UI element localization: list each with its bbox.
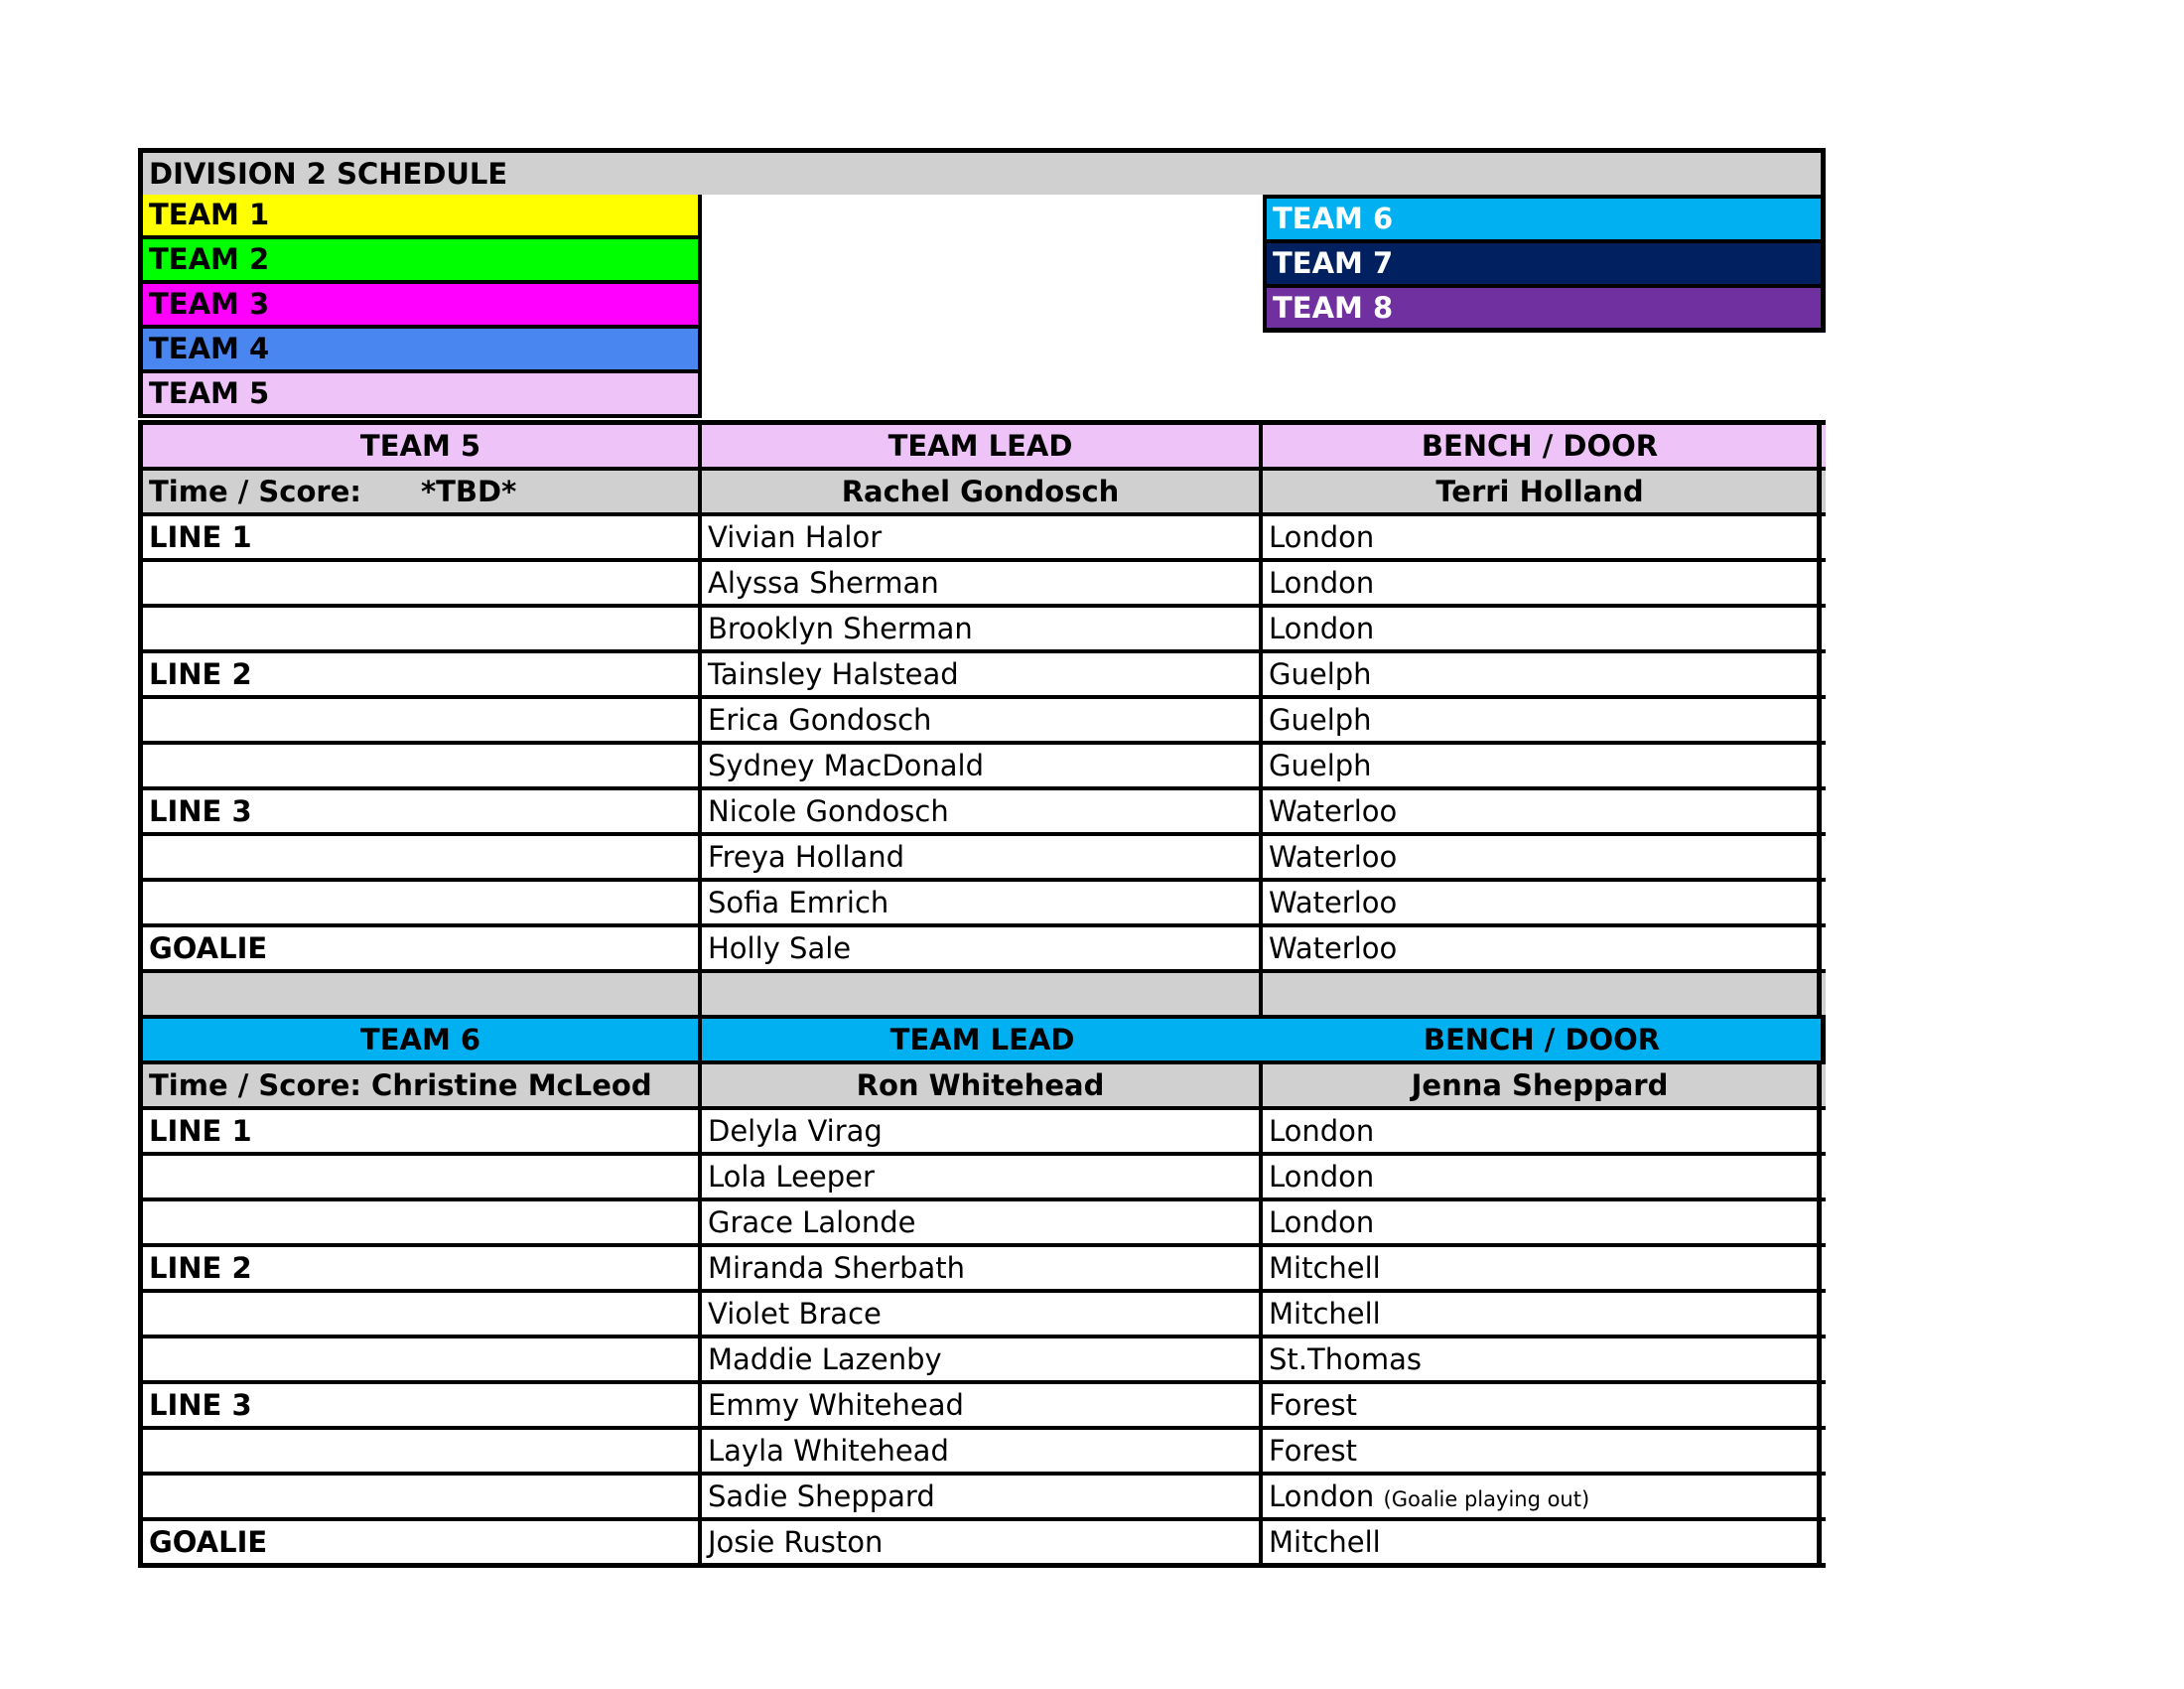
table-row xyxy=(138,1201,1826,1247)
table-row xyxy=(138,1338,1826,1384)
team6-time-score: Time / Score: Christine McLeod xyxy=(138,1064,702,1106)
line-label xyxy=(138,745,702,786)
table-row xyxy=(138,836,1826,882)
line-label: GOALIE xyxy=(138,1521,702,1563)
player-location: London xyxy=(1269,1479,1375,1513)
team6-bench-header: BENCH / DOOR xyxy=(1263,1019,1826,1060)
player-location-cell xyxy=(1263,1201,1822,1243)
title-row xyxy=(138,148,1826,195)
table-row xyxy=(138,653,1826,699)
table-row xyxy=(138,1430,1826,1476)
player-location-cell xyxy=(1263,1430,1822,1472)
player-name: Sadie Sheppard xyxy=(702,1476,1263,1517)
line-label xyxy=(138,1293,702,1335)
table-row xyxy=(138,516,1826,562)
schedule-title: DIVISION 2 SCHEDULE xyxy=(149,157,508,191)
player-name: Sydney MacDonald xyxy=(702,745,1263,786)
player-location-cell xyxy=(1263,1338,1822,1380)
spacer-row xyxy=(138,973,1826,1019)
player-location-cell xyxy=(1263,1247,1822,1289)
player-location: London xyxy=(1269,1114,1375,1148)
line-label xyxy=(138,882,702,923)
player-name: Erica Gondosch xyxy=(702,699,1263,741)
table-row xyxy=(138,1293,1826,1338)
player-name: Alyssa Sherman xyxy=(702,562,1263,604)
team6-name: TEAM 6 xyxy=(138,1019,702,1060)
player-location: Guelph xyxy=(1269,749,1372,782)
legend-team-7: TEAM 7 xyxy=(1263,243,1826,288)
table-row xyxy=(138,1521,1826,1568)
player-location-cell xyxy=(1263,836,1822,878)
legend-team-1: TEAM 1 xyxy=(138,195,702,239)
line-label: LINE 2 xyxy=(138,1247,702,1289)
table-row xyxy=(138,882,1826,927)
team5-bench-name: Terri Holland xyxy=(1263,471,1822,512)
team5-roster xyxy=(138,516,1826,973)
player-location: Waterloo xyxy=(1269,931,1398,965)
player-name: Tainsley Halstead xyxy=(702,653,1263,695)
player-location: Mitchell xyxy=(1269,1297,1381,1331)
player-location: Guelph xyxy=(1269,657,1372,691)
legend-team-8: TEAM 8 xyxy=(1263,288,1826,333)
team5-time-value: *TBD* xyxy=(420,475,517,508)
player-location-cell xyxy=(1263,562,1822,604)
spacer-cell xyxy=(702,973,1263,1015)
player-name: Josie Ruston xyxy=(702,1521,1263,1563)
player-location-cell xyxy=(1263,1384,1822,1426)
player-location: Mitchell xyxy=(1269,1525,1381,1559)
line-label xyxy=(138,1476,702,1517)
player-location: London xyxy=(1269,520,1375,554)
player-location: London xyxy=(1269,566,1375,600)
player-location-cell xyxy=(1263,882,1822,923)
player-location: Waterloo xyxy=(1269,840,1398,874)
player-note: (Goalie playing out) xyxy=(1383,1487,1590,1511)
player-name: Lola Leeper xyxy=(702,1156,1263,1197)
player-name: Maddie Lazenby xyxy=(702,1338,1263,1380)
player-location-cell xyxy=(1263,790,1822,832)
spacer-cell xyxy=(1263,973,1822,1015)
player-location-cell xyxy=(1263,927,1822,969)
team6-lead-header: TEAM LEAD xyxy=(889,1023,1075,1056)
table-row xyxy=(138,1384,1826,1430)
player-location-cell xyxy=(1263,699,1822,741)
player-location-cell xyxy=(1263,516,1822,558)
table-row xyxy=(138,699,1826,745)
player-name: Miranda Sherbath xyxy=(702,1247,1263,1289)
line-label xyxy=(138,836,702,878)
player-location-cell xyxy=(1263,608,1822,649)
table-row xyxy=(138,608,1826,653)
line-label xyxy=(138,699,702,741)
line-label xyxy=(138,1201,702,1243)
team6-bench-name: Jenna Sheppard xyxy=(1263,1064,1822,1106)
player-location: London xyxy=(1269,612,1375,645)
player-location: Mitchell xyxy=(1269,1251,1381,1285)
line-label: GOALIE xyxy=(138,927,702,969)
table-row xyxy=(138,790,1826,836)
player-location-cell xyxy=(1263,1110,1822,1152)
team5-header-row xyxy=(138,420,1826,471)
team5-info-row xyxy=(138,471,1826,516)
line-label: LINE 1 xyxy=(138,1110,702,1152)
player-location: Forest xyxy=(1269,1388,1357,1422)
player-location: Waterloo xyxy=(1269,794,1398,828)
player-name: Grace Lalonde xyxy=(702,1201,1263,1243)
team6-lead-name: Ron Whitehead xyxy=(702,1064,1263,1106)
player-name: Delyla Virag xyxy=(702,1110,1263,1152)
line-label xyxy=(138,1156,702,1197)
player-location-cell xyxy=(1263,745,1822,786)
line-label: LINE 3 xyxy=(138,790,702,832)
team5-bench-header: BENCH / DOOR xyxy=(1263,425,1822,467)
table-row xyxy=(138,1247,1826,1293)
team-legend xyxy=(138,195,1826,420)
player-name: Nicole Gondosch xyxy=(702,790,1263,832)
line-label xyxy=(138,1430,702,1472)
table-row xyxy=(138,562,1826,608)
player-name: Violet Brace xyxy=(702,1293,1263,1335)
player-name: Emmy Whitehead xyxy=(702,1384,1263,1426)
team6-info-row xyxy=(138,1064,1826,1110)
line-label xyxy=(138,562,702,604)
line-label xyxy=(138,1338,702,1380)
player-location-cell xyxy=(1263,1293,1822,1335)
legend-team-5: TEAM 5 xyxy=(138,373,702,418)
team5-name: TEAM 5 xyxy=(138,425,702,467)
legend-team-6: TEAM 6 xyxy=(1263,195,1826,243)
team6-roster xyxy=(138,1110,1826,1568)
team5-time-score: Time / Score: *TBD* xyxy=(138,471,702,512)
legend-team-3: TEAM 3 xyxy=(138,284,702,329)
line-label: LINE 3 xyxy=(138,1384,702,1426)
player-name: Sofia Emrich xyxy=(702,882,1263,923)
line-label: LINE 1 xyxy=(138,516,702,558)
player-name: Vivian Halor xyxy=(702,516,1263,558)
player-location-cell xyxy=(1263,653,1822,695)
player-location-cell xyxy=(1263,1156,1822,1197)
line-label xyxy=(138,608,702,649)
player-location: London xyxy=(1269,1205,1375,1239)
table-row xyxy=(138,1156,1826,1201)
team5-lead-header: TEAM LEAD xyxy=(702,425,1263,467)
player-name: Holly Sale xyxy=(702,927,1263,969)
player-location-cell xyxy=(1263,1521,1822,1563)
player-location: Guelph xyxy=(1269,703,1372,737)
player-location: London xyxy=(1269,1160,1375,1194)
legend-team-2: TEAM 2 xyxy=(138,239,702,284)
table-row xyxy=(138,927,1826,973)
schedule-sheet xyxy=(138,148,1826,1568)
table-row xyxy=(138,1110,1826,1156)
table-row xyxy=(138,745,1826,790)
team5-lead-name: Rachel Gondosch xyxy=(702,471,1263,512)
player-name: Freya Holland xyxy=(702,836,1263,878)
line-label: LINE 2 xyxy=(138,653,702,695)
player-location: Forest xyxy=(1269,1434,1357,1468)
player-location: Waterloo xyxy=(1269,886,1398,919)
player-location-cell xyxy=(1263,1476,1822,1517)
team6-header-row xyxy=(138,1019,1826,1064)
legend-team-4: TEAM 4 xyxy=(138,329,702,373)
player-name: Layla Whitehead xyxy=(702,1430,1263,1472)
spacer-cell xyxy=(138,973,702,1015)
player-name: Brooklyn Sherman xyxy=(702,608,1263,649)
player-location: St.Thomas xyxy=(1269,1342,1422,1376)
table-row xyxy=(138,1476,1826,1521)
